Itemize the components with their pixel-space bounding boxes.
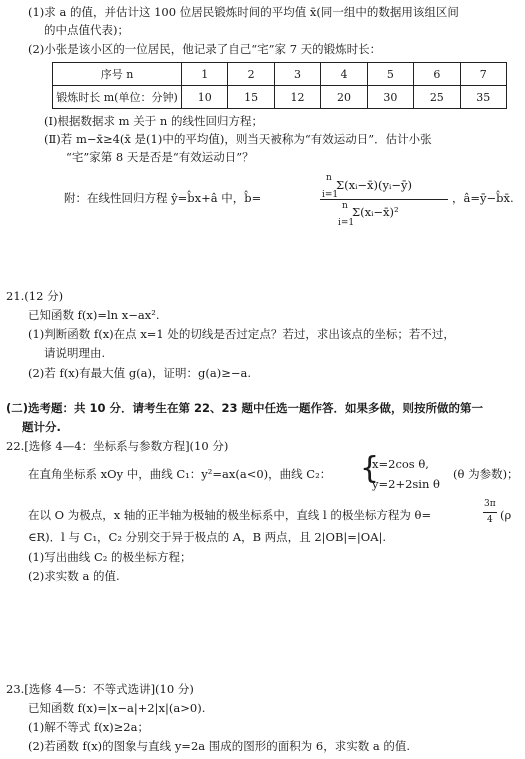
q22-polar-tail: (ρ [500, 508, 512, 522]
formula-suffix: ，â=ȳ−b̂x̄. [452, 191, 514, 205]
frac-denominator: 4 [487, 515, 493, 525]
formula-numerator: Σ(xᵢ−x̄)(yᵢ−ȳ) [336, 178, 412, 192]
q22-part1: (1)写出曲线 C₂ 的极坐标方程； [28, 550, 192, 564]
table-cell: 1 [182, 63, 228, 86]
q23-part1: (1)解不等式 f(x)≥2a； [28, 720, 149, 734]
q22-part2: (2)求实数 a 的值. [28, 569, 120, 583]
table-cell: 2 [228, 63, 274, 86]
table-cell: 6 [414, 63, 460, 86]
table-cell: 10 [182, 86, 228, 109]
fraction-bar [320, 199, 448, 200]
table-data-row [53, 86, 507, 109]
q22-polar-line2: ∈R)．l 与 C₁，C₂ 分别交于异于极点的 A，B 两点，且 2|OB|=|OA|. [28, 530, 387, 544]
section2-heading-line2: 题计分. [22, 420, 61, 434]
section2-heading-line1: (二)选考题：共 10 分．请考生在第 22、23 题中任选一题作答．如果多做，则按所做的第一 [6, 401, 484, 415]
q20-part2: (2)小张是该小区的一位居民，他记录了自己“宅”家 7 天的锻炼时长： [28, 42, 382, 56]
table-cell: 25 [414, 86, 460, 109]
q22-param-note: (θ 为参数)； [453, 467, 519, 481]
table-cell: 12 [274, 86, 320, 109]
regression-formula [64, 168, 514, 228]
table-cell: 3 [274, 63, 320, 86]
table-cell: 15 [228, 86, 274, 109]
table-cell: 7 [460, 63, 506, 86]
sum-upper-num: n [326, 173, 332, 183]
q22-curve-text: 在直角坐标系 xOy 中，曲线 C₁：y²=ax(a<0)，曲线 C₂： [28, 467, 332, 481]
q20-sub2-line2: “宅”家第 8 天是否是“有效运动日”？ [66, 150, 254, 164]
q22-title: 22.[选修 4—4：坐标系与参数方程](10 分) [6, 439, 229, 453]
q21-part2: (2)若 f(x)有最大值 g(a)，证明：g(a)≥−a. [28, 366, 251, 380]
q22-polar-line1: 在以 O 为极点，x 轴的正半轴为极轴的极坐标系中，直线 l 的极坐标方程为 θ= [28, 508, 432, 522]
q20-part1-line1: (1)求 a 的值，并估计这 100 位居民锻炼时间的平均值 x̄(同一组中的数据用该组区间 [28, 5, 459, 19]
q20-sub2-line1: (Ⅱ)若 m−x̄≥4(x̄ 是(1)中的平均值)，则当天被称为“有效运动日”．估计小张 [44, 132, 432, 146]
q22-param-x: x=2cos θ, [372, 457, 429, 471]
sum-upper-den: n [342, 201, 348, 211]
q21-part1-line2: 请说明理由. [44, 346, 106, 360]
formula-prefix: 附：在线性回归方程 ŷ=b̂x+â 中，b̂= [64, 191, 262, 205]
table-cell: 5 [367, 63, 413, 86]
table-cell: 30 [367, 86, 413, 109]
left-brace: { [360, 451, 380, 486]
formula-denominator: Σ(xᵢ−x̄)² [352, 205, 399, 219]
table-header-label: 序号 n [53, 63, 182, 86]
q21-stem: 已知函数 f(x)=ln x−ax². [28, 308, 160, 322]
q23-title: 23.[选修 4—5：不等式选讲](10 分) [6, 682, 194, 696]
q21-title: 21.(12 分) [6, 289, 64, 303]
sum-lower-den: i=1 [338, 218, 355, 228]
table-row-label: 锻炼时长 m(单位：分钟) [53, 86, 182, 109]
q23-stem: 已知函数 f(x)=|x−a|+2|x|(a>0). [28, 701, 206, 715]
table-cell: 20 [321, 86, 367, 109]
sum-lower-num: i=1 [322, 190, 339, 200]
table-header-row [53, 63, 507, 86]
table-cell: 35 [460, 86, 506, 109]
exercise-table [52, 62, 507, 109]
table-cell: 4 [321, 63, 367, 86]
frac-numerator: 3π [484, 499, 496, 509]
q22-param-y: y=2+2sin θ [372, 477, 440, 491]
q20-sub1: (Ⅰ)根据数据求 m 关于 n 的线性回归方程； [44, 114, 263, 128]
q20-part1-line2: 的中点值代表)； [44, 23, 129, 37]
q23-part2: (2)若函数 f(x)的图象与直线 y=2a 围成的图形的面积为 6，求实数 a 的值. [28, 739, 411, 753]
q21-part1-line1: (1)判断函数 f(x)在点 x=1 处的切线是否过定点？若过，求出该点的坐标；若不过， [28, 327, 455, 341]
